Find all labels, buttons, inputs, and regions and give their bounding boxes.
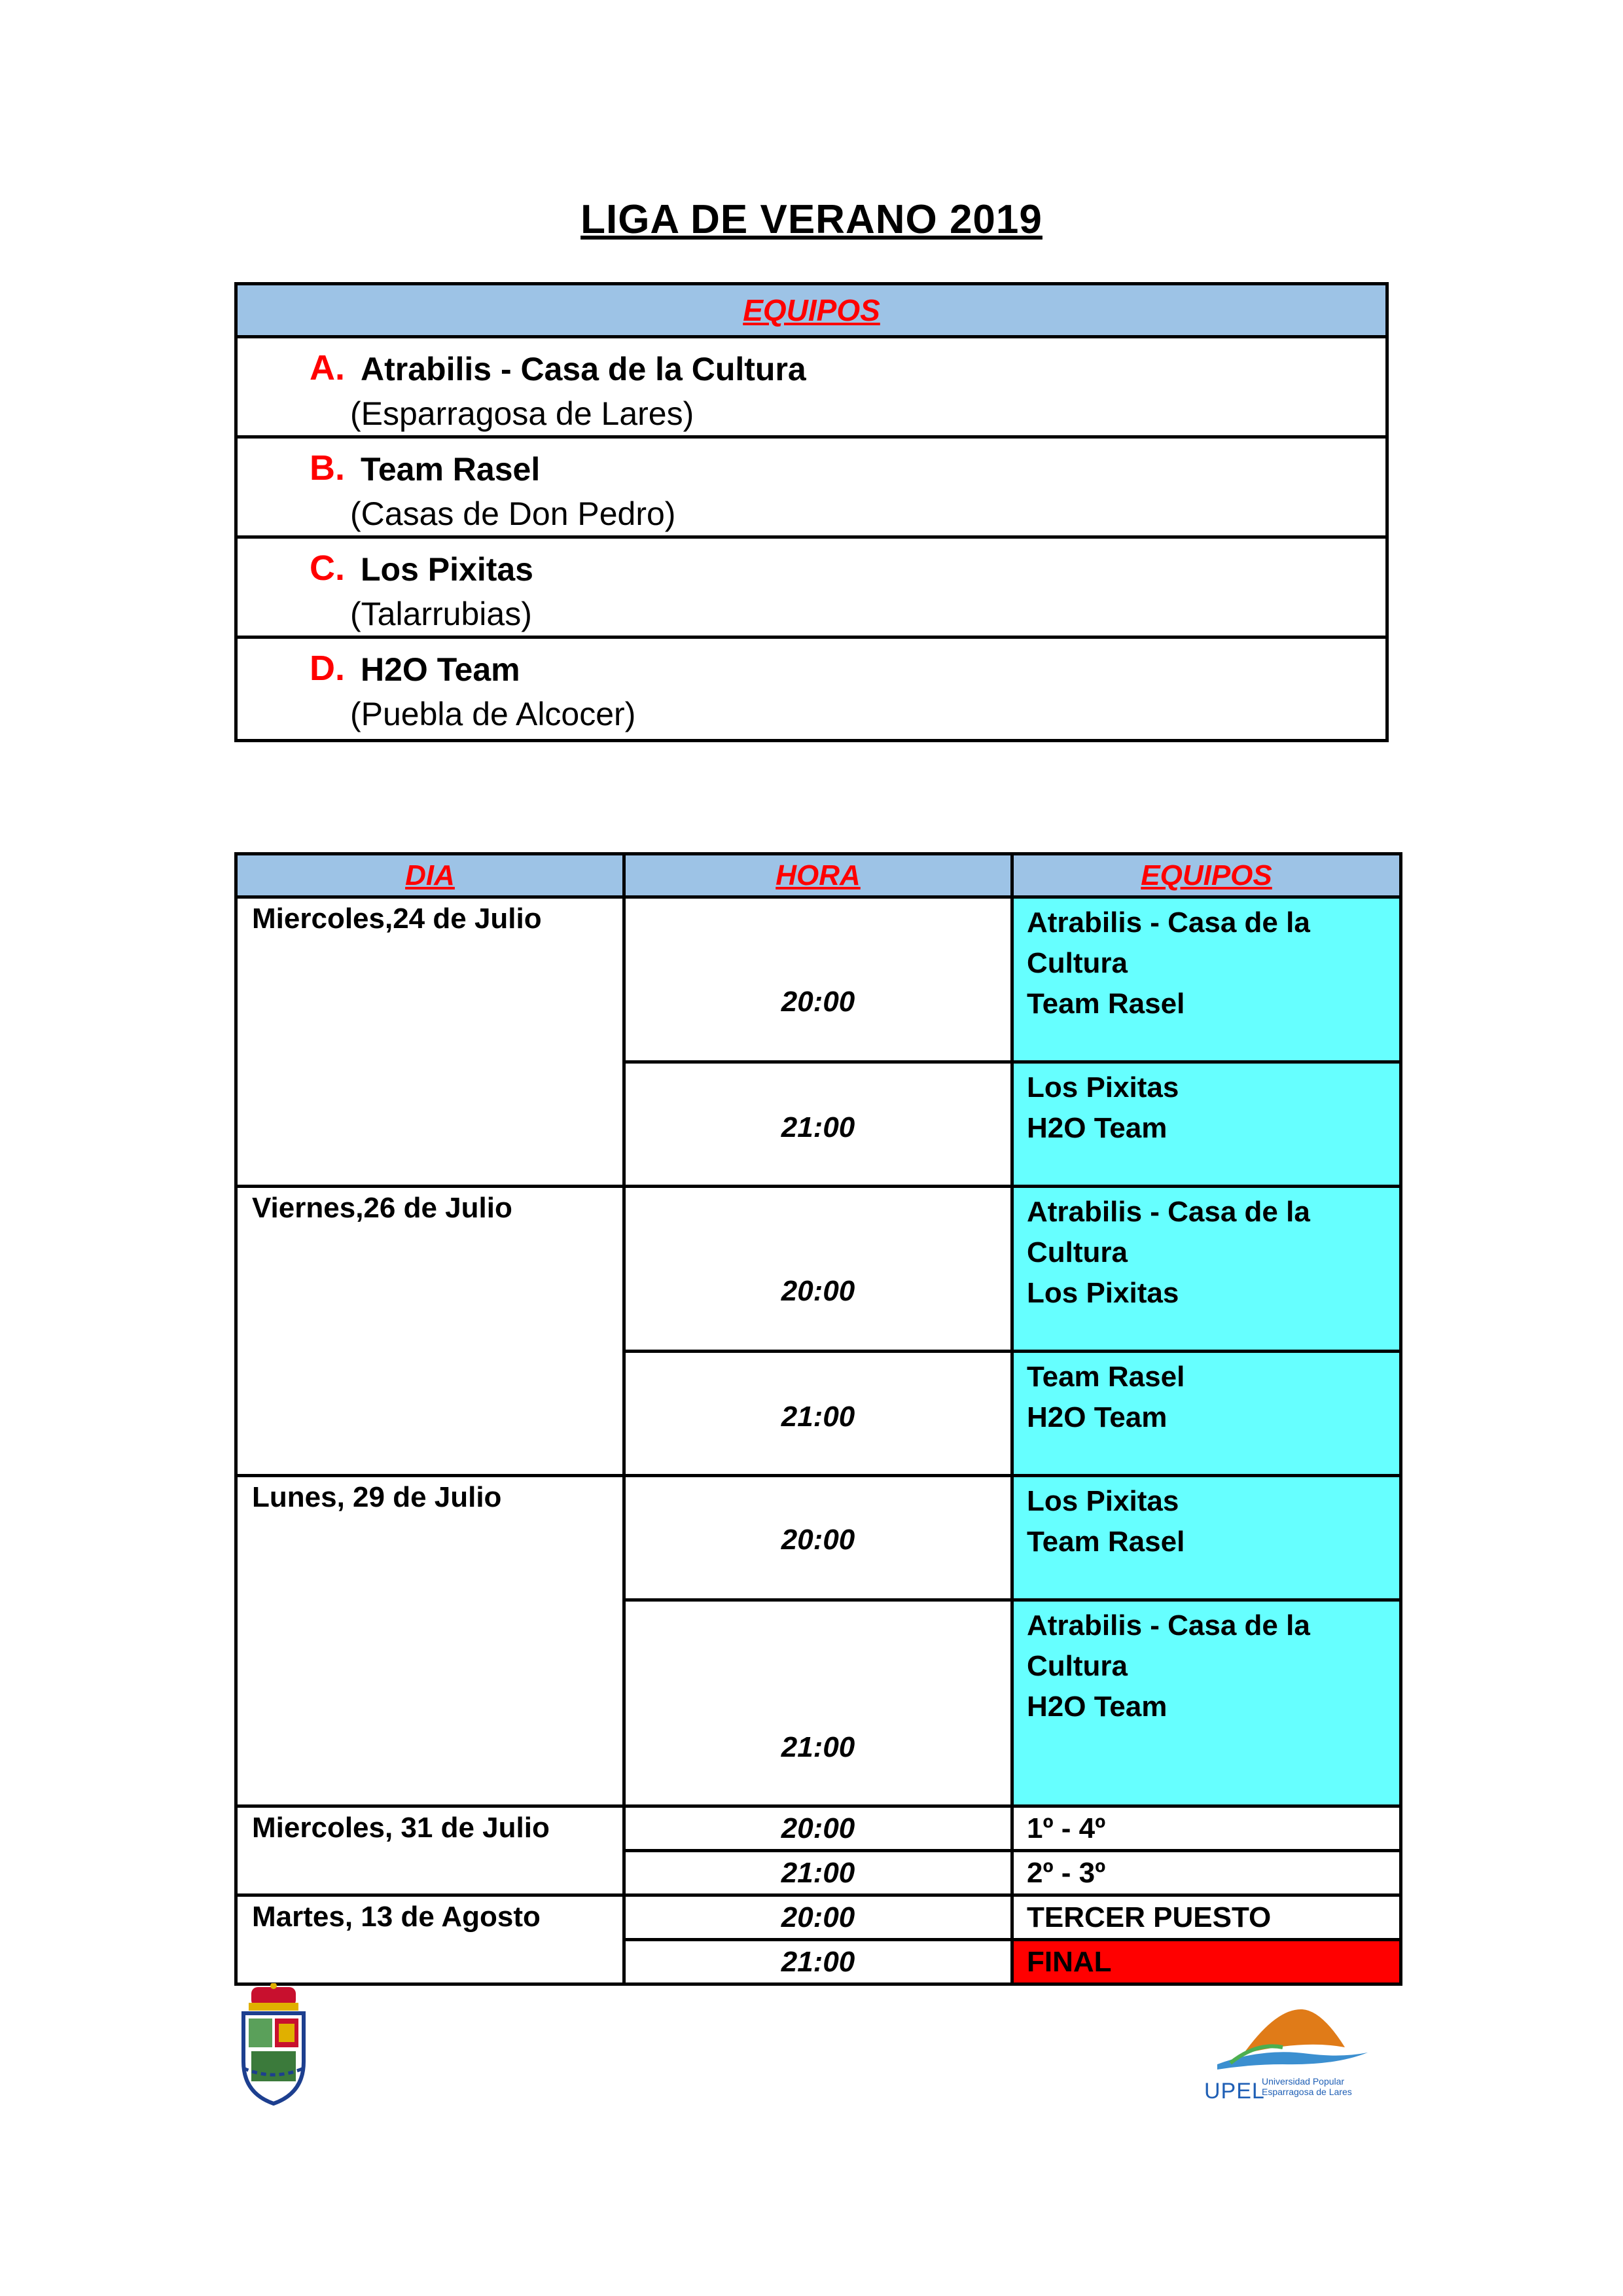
team-name: H2O Team — [361, 651, 520, 688]
hour-cell: 20:00 — [624, 1476, 1012, 1600]
header-teams: EQUIPOS — [1012, 854, 1401, 897]
upel-subtitle-line: Esparragosa de Lares — [1262, 2087, 1352, 2097]
match-team: H2O Team — [1027, 1401, 1168, 1433]
hour-cell: 20:00 — [624, 1806, 1012, 1851]
match-team: Atrabilis - Casa de la — [1027, 1196, 1310, 1228]
final-cell: FINAL — [1012, 1940, 1401, 1984]
match-cell — [1012, 1062, 1401, 1187]
match-team: Los Pixitas — [1027, 1071, 1179, 1103]
table-row — [236, 1187, 1401, 1352]
hour-cell: 21:00 — [624, 1062, 1012, 1187]
match-cell — [1012, 1352, 1401, 1476]
team-name: Atrabilis - Casa de la Cultura — [361, 351, 806, 387]
team-place: (Casas de Don Pedro) — [350, 495, 676, 532]
team-place: (Esparragosa de Lares) — [350, 395, 694, 432]
hour-cell: 21:00 — [624, 1352, 1012, 1476]
teams-table — [234, 282, 1389, 742]
day-cell: Miercoles,24 de Julio — [236, 897, 624, 1187]
team-place: (Talarrubias) — [350, 596, 532, 632]
match-cell — [1012, 1476, 1401, 1600]
hour-cell: 21:00 — [624, 1940, 1012, 1984]
upel-subtitle — [1262, 2076, 1352, 2097]
page-title: LIGA DE VERANO 2019 — [580, 197, 1043, 242]
table-row — [236, 1895, 1401, 1940]
match-team: Team Rasel — [1027, 1526, 1185, 1558]
teams-table-header: EQUIPOS — [238, 285, 1385, 338]
match-team: Team Rasel — [1027, 988, 1185, 1020]
table-row — [236, 897, 1401, 1062]
day-cell: Miercoles, 31 de Julio — [236, 1806, 624, 1895]
upel-text: UPEL — [1204, 2079, 1265, 2104]
upel-mountain-icon — [1204, 2001, 1374, 2073]
match-team: Los Pixitas — [1027, 1277, 1179, 1309]
schedule-header-row — [236, 854, 1401, 897]
hour-cell: 20:00 — [624, 1895, 1012, 1940]
schedule-table — [234, 852, 1402, 1986]
match-cell — [1012, 897, 1401, 1062]
match-cell: 2º - 3º — [1012, 1851, 1401, 1895]
upel-subtitle-line: Universidad Popular — [1262, 2076, 1345, 2087]
match-team: H2O Team — [1027, 1691, 1168, 1723]
hour-cell: 20:00 — [624, 897, 1012, 1062]
match-team: Los Pixitas — [1027, 1485, 1179, 1517]
match-team: Atrabilis - Casa de la — [1027, 1609, 1310, 1641]
match-cell: TERCER PUESTO — [1012, 1895, 1401, 1940]
team-letter: B. — [310, 448, 345, 488]
day-cell: Viernes,26 de Julio — [236, 1187, 624, 1476]
match-cell: 1º - 4º — [1012, 1806, 1401, 1851]
team-row-d — [238, 639, 1385, 739]
match-team: Cultura — [1027, 1650, 1128, 1682]
header-hour: HORA — [624, 854, 1012, 897]
match-team: Cultura — [1027, 1236, 1128, 1268]
team-letter: A. — [310, 348, 345, 387]
day-cell: Lunes, 29 de Julio — [236, 1476, 624, 1806]
team-row-c — [238, 539, 1385, 639]
team-name: Team Rasel — [361, 451, 541, 488]
match-team: Team Rasel — [1027, 1361, 1185, 1393]
table-row — [236, 1476, 1401, 1600]
crest-logo — [237, 1983, 310, 2108]
match-cell — [1012, 1187, 1401, 1352]
team-name: Los Pixitas — [361, 551, 533, 588]
match-team: Atrabilis - Casa de la — [1027, 906, 1310, 939]
hour-cell: 20:00 — [624, 1187, 1012, 1352]
upel-logo — [1204, 2001, 1374, 2106]
table-row — [236, 1806, 1401, 1851]
match-team: Cultura — [1027, 947, 1128, 979]
team-letter: C. — [310, 548, 345, 588]
team-place: (Puebla de Alcocer) — [350, 696, 636, 732]
team-row-a — [238, 338, 1385, 439]
day-cell: Martes, 13 de Agosto — [236, 1895, 624, 1984]
match-cell — [1012, 1600, 1401, 1806]
hour-cell: 21:00 — [624, 1600, 1012, 1806]
hour-cell: 21:00 — [624, 1851, 1012, 1895]
match-team: H2O Team — [1027, 1112, 1168, 1144]
header-day: DIA — [236, 854, 624, 897]
team-row-b — [238, 439, 1385, 539]
team-letter: D. — [310, 649, 345, 688]
